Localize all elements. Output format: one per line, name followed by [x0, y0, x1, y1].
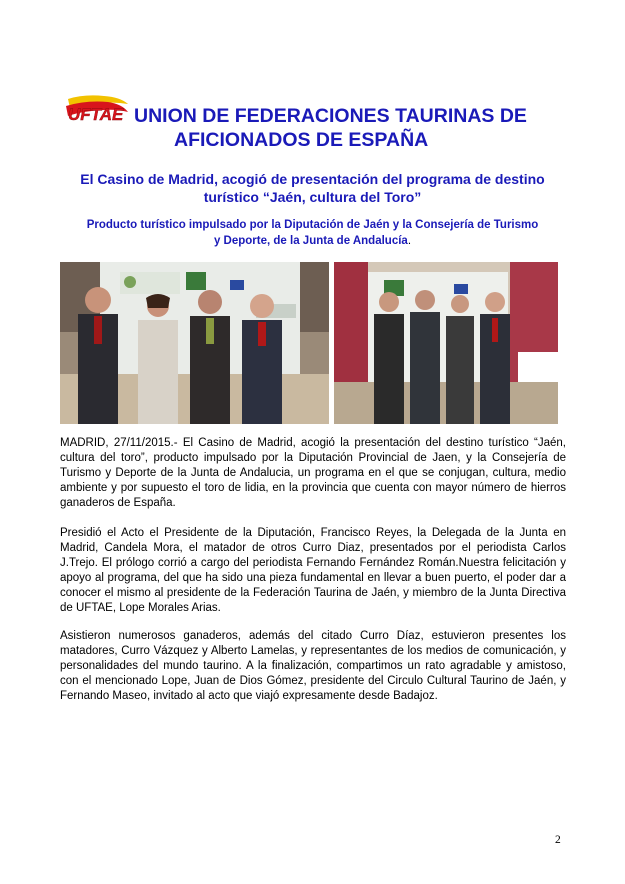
subhead-tail: . [407, 234, 412, 247]
page-number: 2 [555, 834, 561, 846]
article-subheading [60, 218, 565, 249]
uftae-logo [64, 92, 130, 126]
event-photo-left [60, 262, 329, 424]
article-headline [60, 170, 565, 206]
event-photo-right [334, 262, 558, 424]
title-line-2: AFICIONADOS DE ESPAÑA [174, 129, 429, 151]
subhead-line-1: Producto turístico impulsado por la Diputación de Jaén y la Consejería de Turismo [86, 219, 539, 231]
svg-text:UFTAE: UFTAE [68, 105, 124, 124]
title-line-1: UNION DE FEDERACIONES TAURINAS DE [134, 105, 527, 127]
paragraph-1: MADRID, 27/11/2015.- El Casino de Madrid, acogió la presentación del destino turístico “Jaén, cultura del toro”, producto impulsado por la Diputación Provincial de Jaen, y la Consejería de Turismo y Deporte de la Junta de Andalucia, un programa en el que se conjugan, cultura, medio ambiente y por supuesto el toro de lidia, en la provincia que cuenta con mayor número de hierros ganaderos de España. [60, 437, 566, 509]
paragraph-2: Presidió el Acto el Presidente de la Diputación, Francisco Reyes, la Delegada de la Junta en Madrid, Candela Mora, el matador de otros Curro Diaz, presentados por el periodista Carlos J.Trejo. El prólogo corrió a cargo del periodista Fernando Fernández Román.Nuestra felicitación y apoyo al programa, del que ha sido una pieza fundamental en llevar a buen puerto, el poder dar a conocer el mismo al presidente de la Federación Taurina de Jaén, y miembro de la Junta Directiva de UFTAE, Lope Morales Arias. [60, 527, 566, 614]
headline-line-2: turístico “Jaén, cultura del Toro” [203, 189, 422, 205]
paragraph-3: Asistieron numerosos ganaderos, además del citado Curro Díaz, estuvieron presentes los matadores, Curro Vázquez y Alberto Lamelas, y representantes de los medios de comunicación, y personalidades del mundo taurino. A la finalización, compartimos un rato agradable y amistoso, con el mencionado Lope, Juan de Dios Gómez, presidente del Circulo Cultural Taurino de Jaén, y Fernando Maseo, invitado al acto que viajó expresamente desde Badajoz. [60, 630, 566, 702]
organization-title [134, 104, 574, 152]
headline-line-1: El Casino de Madrid, acogió de presentación del programa de destino [80, 171, 545, 187]
subhead-line-2: y Deporte, de la Junta de Andalucía [213, 234, 408, 247]
